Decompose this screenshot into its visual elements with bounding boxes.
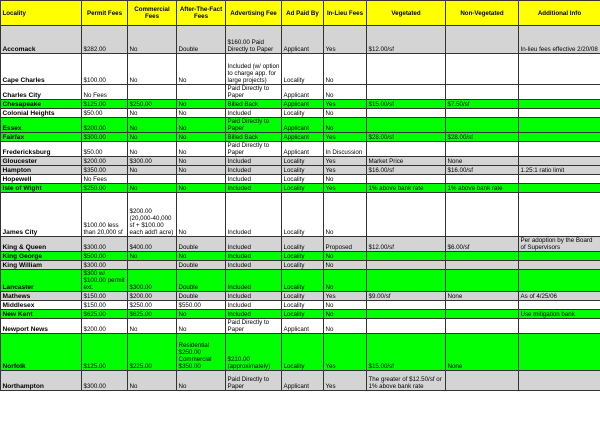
cell-after-the-fact-fees: No <box>177 184 226 193</box>
table-row <box>1 371 600 391</box>
cell-commercial-fees: $400.00 <box>128 237 177 252</box>
cell-locality: Northampton <box>1 371 82 391</box>
cell-commercial-fees: $200.00 <box>128 292 177 301</box>
cell-permit-fees: $50.00 <box>82 109 128 118</box>
cell-non-vegetated <box>446 261 519 270</box>
cell-in-lieu-fees: Yes <box>324 100 367 109</box>
cell-permit-fees: $300.00 <box>82 237 128 252</box>
cell-permit-fees: $350.00 <box>82 166 128 175</box>
cell-non-vegetated <box>446 26 519 54</box>
cell-permit-fees: $200.00 <box>82 118 128 133</box>
cell-after-the-fact-fees: No <box>177 193 226 237</box>
cell-locality: Mathews <box>1 292 82 301</box>
cell-advertising-fee: Included <box>226 270 282 292</box>
cell-non-vegetated: 1% above bank rate <box>446 184 519 193</box>
table-row <box>1 193 600 237</box>
cell-advertising-fee: Billed Back <box>226 133 282 142</box>
cell-commercial-fees: $300.00 <box>128 270 177 292</box>
cell-advertising-fee: Billed Back <box>226 100 282 109</box>
cell-after-the-fact-fees: No <box>177 142 226 157</box>
cell-commercial-fees: No <box>128 142 177 157</box>
cell-vegetated <box>367 109 446 118</box>
cell-commercial-fees: No <box>128 184 177 193</box>
cell-non-vegetated <box>446 310 519 319</box>
cell-additional-info <box>519 100 600 109</box>
table-row <box>1 252 600 261</box>
cell-after-the-fact-fees: No <box>177 54 226 85</box>
cell-permit-fees: $100.00 less than 20,000 sf <box>82 193 128 237</box>
cell-locality: James City <box>1 193 82 237</box>
cell-after-the-fact-fees: $550.00 <box>177 301 226 310</box>
cell-permit-fees: $125.00 <box>82 334 128 371</box>
cell-non-vegetated: $7.50/sf <box>446 100 519 109</box>
cell-non-vegetated <box>446 252 519 261</box>
cell-additional-info: As of 4/25/06 <box>519 292 600 301</box>
cell-vegetated: $9.00/sf <box>367 292 446 301</box>
table-row <box>1 26 600 54</box>
cell-vegetated <box>367 175 446 184</box>
cell-in-lieu-fees: No <box>324 301 367 310</box>
cell-non-vegetated: None <box>446 157 519 166</box>
cell-ad-paid-by: Locality <box>282 292 324 301</box>
header-after-the-fact-fees: After-The-Fact Fees <box>177 1 226 26</box>
cell-ad-paid-by: Locality <box>282 109 324 118</box>
cell-vegetated: $28.00/sf <box>367 133 446 142</box>
cell-ad-paid-by: Applicant <box>282 371 324 391</box>
cell-vegetated: The greater of $12.50/sf or 1% above bank rate <box>367 371 446 391</box>
cell-commercial-fees: $200.00 (20,000-40,000 sf + $100.00 each add'l acre) <box>128 193 177 237</box>
cell-commercial-fees: $300.00 <box>128 157 177 166</box>
cell-after-the-fact-fees: No <box>177 166 226 175</box>
cell-commercial-fees: $250.00 <box>128 100 177 109</box>
cell-ad-paid-by: Locality <box>282 54 324 85</box>
cell-additional-info <box>519 252 600 261</box>
cell-ad-paid-by: Applicant <box>282 118 324 133</box>
cell-vegetated: Market Price <box>367 157 446 166</box>
cell-in-lieu-fees: Proposed <box>324 237 367 252</box>
cell-vegetated <box>367 319 446 334</box>
cell-additional-info <box>519 142 600 157</box>
cell-in-lieu-fees: No <box>324 310 367 319</box>
cell-in-lieu-fees: No <box>324 270 367 292</box>
cell-additional-info: Use mitigation bank <box>519 310 600 319</box>
cell-additional-info <box>519 334 600 371</box>
cell-additional-info <box>519 261 600 270</box>
cell-additional-info <box>519 184 600 193</box>
cell-in-lieu-fees: Yes <box>324 133 367 142</box>
table-row <box>1 261 600 270</box>
cell-commercial-fees: $225.00 <box>128 334 177 371</box>
cell-additional-info <box>519 371 600 391</box>
cell-vegetated <box>367 54 446 85</box>
table-row <box>1 334 600 371</box>
cell-permit-fees: $300.00 <box>82 261 128 270</box>
table-row <box>1 109 600 118</box>
cell-locality: Fairfax <box>1 133 82 142</box>
cell-in-lieu-fees: No <box>324 85 367 100</box>
cell-non-vegetated <box>446 142 519 157</box>
cell-permit-fees: $282.00 <box>82 26 128 54</box>
cell-locality: Gloucester <box>1 157 82 166</box>
cell-after-the-fact-fees: Double <box>177 26 226 54</box>
cell-additional-info: In-lieu fees effective 2/20/08 <box>519 26 600 54</box>
cell-advertising-fee: Paid Directly to Paper <box>226 319 282 334</box>
cell-locality: Charles City <box>1 85 82 100</box>
cell-vegetated: $15.00/sf <box>367 100 446 109</box>
cell-vegetated: $12.00/sf <box>367 26 446 54</box>
cell-advertising-fee: $160.00 Paid Directly to Paper <box>226 26 282 54</box>
cell-permit-fees: $300.00 <box>82 133 128 142</box>
cell-ad-paid-by: Applicant <box>282 133 324 142</box>
cell-ad-paid-by: Locality <box>282 193 324 237</box>
cell-after-the-fact-fees: No <box>177 118 226 133</box>
cell-locality: Colonial Heights <box>1 109 82 118</box>
cell-advertising-fee: Included <box>226 292 282 301</box>
cell-commercial-fees: $250.00 <box>128 301 177 310</box>
cell-commercial-fees <box>128 175 177 184</box>
cell-advertising-fee: Included <box>226 261 282 270</box>
table-row <box>1 85 600 100</box>
cell-after-the-fact-fees: No <box>177 157 226 166</box>
table-row <box>1 292 600 301</box>
header-advertising-fee: Advertising Fee <box>226 1 282 26</box>
cell-permit-fees: $500.00 <box>82 252 128 261</box>
cell-additional-info <box>519 319 600 334</box>
cell-vegetated <box>367 261 446 270</box>
header-ad-paid-by: Ad Paid By <box>282 1 324 26</box>
cell-vegetated <box>367 118 446 133</box>
cell-additional-info <box>519 301 600 310</box>
header-non-vegetated: Non-Vegetated <box>446 1 519 26</box>
cell-ad-paid-by: Applicant <box>282 319 324 334</box>
cell-locality: King & Queen <box>1 237 82 252</box>
cell-permit-fees: $50.00 <box>82 142 128 157</box>
cell-after-the-fact-fees: Residential $250.00 Commercial $350.00 <box>177 334 226 371</box>
cell-non-vegetated <box>446 109 519 118</box>
cell-additional-info <box>519 133 600 142</box>
cell-vegetated <box>367 193 446 237</box>
cell-after-the-fact-fees: No <box>177 109 226 118</box>
cell-ad-paid-by: Applicant <box>282 100 324 109</box>
cell-in-lieu-fees: Yes <box>324 166 367 175</box>
table-row <box>1 301 600 310</box>
cell-permit-fees: $300.00 <box>82 371 128 391</box>
cell-vegetated <box>367 270 446 292</box>
cell-after-the-fact-fees: No <box>177 319 226 334</box>
cell-in-lieu-fees: No <box>324 261 367 270</box>
header-locality: Locality <box>1 1 82 26</box>
cell-additional-info <box>519 109 600 118</box>
cell-in-lieu-fees: No <box>324 193 367 237</box>
cell-commercial-fees: $625.00 <box>128 310 177 319</box>
cell-in-lieu-fees: Yes <box>324 371 367 391</box>
cell-non-vegetated <box>446 371 519 391</box>
cell-non-vegetated <box>446 301 519 310</box>
cell-after-the-fact-fees: No <box>177 252 226 261</box>
cell-commercial-fees: No <box>128 109 177 118</box>
cell-non-vegetated: $6.00/sf <box>446 237 519 252</box>
cell-vegetated: $12.00/sf <box>367 237 446 252</box>
cell-permit-fees: $625.00 <box>82 310 128 319</box>
cell-commercial-fees: No <box>128 371 177 391</box>
cell-ad-paid-by: Locality <box>282 301 324 310</box>
cell-additional-info <box>519 157 600 166</box>
cell-locality: Essex <box>1 118 82 133</box>
cell-locality: Hopewell <box>1 175 82 184</box>
cell-ad-paid-by: Locality <box>282 184 324 193</box>
cell-ad-paid-by: Locality <box>282 157 324 166</box>
cell-advertising-fee: Paid Directly to Paper <box>226 371 282 391</box>
cell-non-vegetated <box>446 175 519 184</box>
cell-non-vegetated: None <box>446 334 519 371</box>
cell-advertising-fee: Included <box>226 237 282 252</box>
cell-permit-fees: No Fees <box>82 175 128 184</box>
cell-commercial-fees: No <box>128 133 177 142</box>
table-row <box>1 175 600 184</box>
table-row <box>1 166 600 175</box>
cell-additional-info <box>519 175 600 184</box>
cell-advertising-fee: Included <box>226 252 282 261</box>
cell-vegetated: $15.00/sf <box>367 334 446 371</box>
cell-advertising-fee: Included <box>226 157 282 166</box>
cell-permit-fees: $150.00 <box>82 301 128 310</box>
cell-advertising-fee: Included <box>226 193 282 237</box>
table-row <box>1 142 600 157</box>
cell-commercial-fees <box>128 85 177 100</box>
cell-additional-info: Per adoption by the Board of Supervisors <box>519 237 600 252</box>
table-row <box>1 118 600 133</box>
cell-non-vegetated: $16.00/sf <box>446 166 519 175</box>
cell-non-vegetated <box>446 118 519 133</box>
cell-non-vegetated: $28.00/sf <box>446 133 519 142</box>
cell-advertising-fee: Paid Directly to Paper <box>226 118 282 133</box>
table-row <box>1 100 600 109</box>
cell-additional-info <box>519 54 600 85</box>
cell-additional-info <box>519 118 600 133</box>
cell-ad-paid-by: Applicant <box>282 26 324 54</box>
cell-in-lieu-fees: Yes <box>324 157 367 166</box>
cell-ad-paid-by: Locality <box>282 175 324 184</box>
cell-locality: Hampton <box>1 166 82 175</box>
cell-in-lieu-fees: No <box>324 118 367 133</box>
cell-locality: Norfolk <box>1 334 82 371</box>
cell-commercial-fees: No <box>128 252 177 261</box>
cell-non-vegetated <box>446 319 519 334</box>
table-row <box>1 54 600 85</box>
cell-advertising-fee: Included <box>226 184 282 193</box>
cell-permit-fees: $200.00 <box>82 319 128 334</box>
cell-vegetated <box>367 310 446 319</box>
table-row <box>1 319 600 334</box>
cell-in-lieu-fees: No <box>324 54 367 85</box>
cell-ad-paid-by: Applicant <box>282 85 324 100</box>
cell-advertising-fee: $210.00 (approximately) <box>226 334 282 371</box>
cell-vegetated: $16.00/sf <box>367 166 446 175</box>
cell-vegetated <box>367 301 446 310</box>
cell-commercial-fees: No <box>128 26 177 54</box>
cell-locality: New Kent <box>1 310 82 319</box>
cell-non-vegetated <box>446 270 519 292</box>
cell-vegetated <box>367 85 446 100</box>
cell-permit-fees: $250.00 <box>82 184 128 193</box>
cell-commercial-fees: No <box>128 166 177 175</box>
cell-vegetated: 1% above bank rate <box>367 184 446 193</box>
cell-permit-fees: $200.00 <box>82 157 128 166</box>
cell-after-the-fact-fees: Double <box>177 261 226 270</box>
cell-ad-paid-by: Locality <box>282 237 324 252</box>
cell-non-vegetated <box>446 193 519 237</box>
table-row <box>1 310 600 319</box>
cell-advertising-fee: Included (w/ option to charge app. for large projects) <box>226 54 282 85</box>
header-permit-fees: Permit Fees <box>82 1 128 26</box>
cell-locality: Accomack <box>1 26 82 54</box>
table-row <box>1 184 600 193</box>
cell-permit-fees: $100.00 <box>82 54 128 85</box>
cell-ad-paid-by: Locality <box>282 334 324 371</box>
cell-after-the-fact-fees: No <box>177 133 226 142</box>
cell-non-vegetated <box>446 54 519 85</box>
cell-locality: King William <box>1 261 82 270</box>
cell-ad-paid-by: Applicant <box>282 142 324 157</box>
cell-after-the-fact-fees <box>177 175 226 184</box>
cell-ad-paid-by: Locality <box>282 252 324 261</box>
cell-advertising-fee: Included <box>226 175 282 184</box>
cell-ad-paid-by: Locality <box>282 166 324 175</box>
cell-in-lieu-fees: No <box>324 319 367 334</box>
cell-advertising-fee: Included <box>226 109 282 118</box>
cell-locality: Lancaster <box>1 270 82 292</box>
cell-locality: Cape Charles <box>1 54 82 85</box>
cell-additional-info <box>519 85 600 100</box>
header-commercial-fees: Commercial Fees <box>128 1 177 26</box>
cell-advertising-fee: Included <box>226 310 282 319</box>
cell-in-lieu-fees: No <box>324 109 367 118</box>
header-in-lieu-fees: In-Lieu Fees <box>324 1 367 26</box>
cell-in-lieu-fees: In Discussion <box>324 142 367 157</box>
cell-ad-paid-by: Locality <box>282 270 324 292</box>
cell-permit-fees: $150.00 <box>82 292 128 301</box>
cell-after-the-fact-fees: No <box>177 100 226 109</box>
cell-after-the-fact-fees: Double <box>177 237 226 252</box>
table-row <box>1 270 600 292</box>
cell-in-lieu-fees: Yes <box>324 334 367 371</box>
cell-non-vegetated: None <box>446 292 519 301</box>
cell-permit-fees: $300 w/ $100.00 permit ext. <box>82 270 128 292</box>
table-row <box>1 133 600 142</box>
cell-after-the-fact-fees <box>177 85 226 100</box>
cell-advertising-fee: Paid Directly to Paper <box>226 142 282 157</box>
cell-commercial-fees <box>128 261 177 270</box>
cell-ad-paid-by: Locality <box>282 261 324 270</box>
cell-after-the-fact-fees: Double <box>177 270 226 292</box>
cell-locality: Middlesex <box>1 301 82 310</box>
header-row <box>1 1 600 26</box>
cell-locality: King George <box>1 252 82 261</box>
cell-non-vegetated <box>446 85 519 100</box>
cell-locality: Isle of Wight <box>1 184 82 193</box>
cell-after-the-fact-fees: No <box>177 310 226 319</box>
table-row <box>1 157 600 166</box>
cell-in-lieu-fees: Yes <box>324 184 367 193</box>
cell-additional-info <box>519 270 600 292</box>
cell-locality: Newport News <box>1 319 82 334</box>
cell-ad-paid-by: Locality <box>282 310 324 319</box>
cell-in-lieu-fees: No <box>324 252 367 261</box>
cell-locality: Chesapeake <box>1 100 82 109</box>
header-vegetated: Vegetated <box>367 1 446 26</box>
cell-vegetated <box>367 142 446 157</box>
cell-additional-info: 1.25:1 ratio limit <box>519 166 600 175</box>
cell-advertising-fee: Included <box>226 166 282 175</box>
cell-in-lieu-fees: Yes <box>324 292 367 301</box>
cell-advertising-fee: Included <box>226 301 282 310</box>
cell-commercial-fees: No <box>128 54 177 85</box>
cell-locality: Fredericksburg <box>1 142 82 157</box>
header-additional-info: Additional Info <box>519 1 600 26</box>
table-row <box>1 237 600 252</box>
cell-advertising-fee: Paid Directly to Paper <box>226 85 282 100</box>
cell-permit-fees: No Fees <box>82 85 128 100</box>
cell-after-the-fact-fees: Double <box>177 292 226 301</box>
cell-permit-fees: $125.00 <box>82 100 128 109</box>
cell-commercial-fees: No <box>128 118 177 133</box>
cell-commercial-fees: No <box>128 319 177 334</box>
cell-in-lieu-fees: Yes <box>324 26 367 54</box>
cell-in-lieu-fees: No <box>324 175 367 184</box>
cell-vegetated <box>367 252 446 261</box>
cell-after-the-fact-fees: No <box>177 371 226 391</box>
cell-additional-info <box>519 193 600 237</box>
